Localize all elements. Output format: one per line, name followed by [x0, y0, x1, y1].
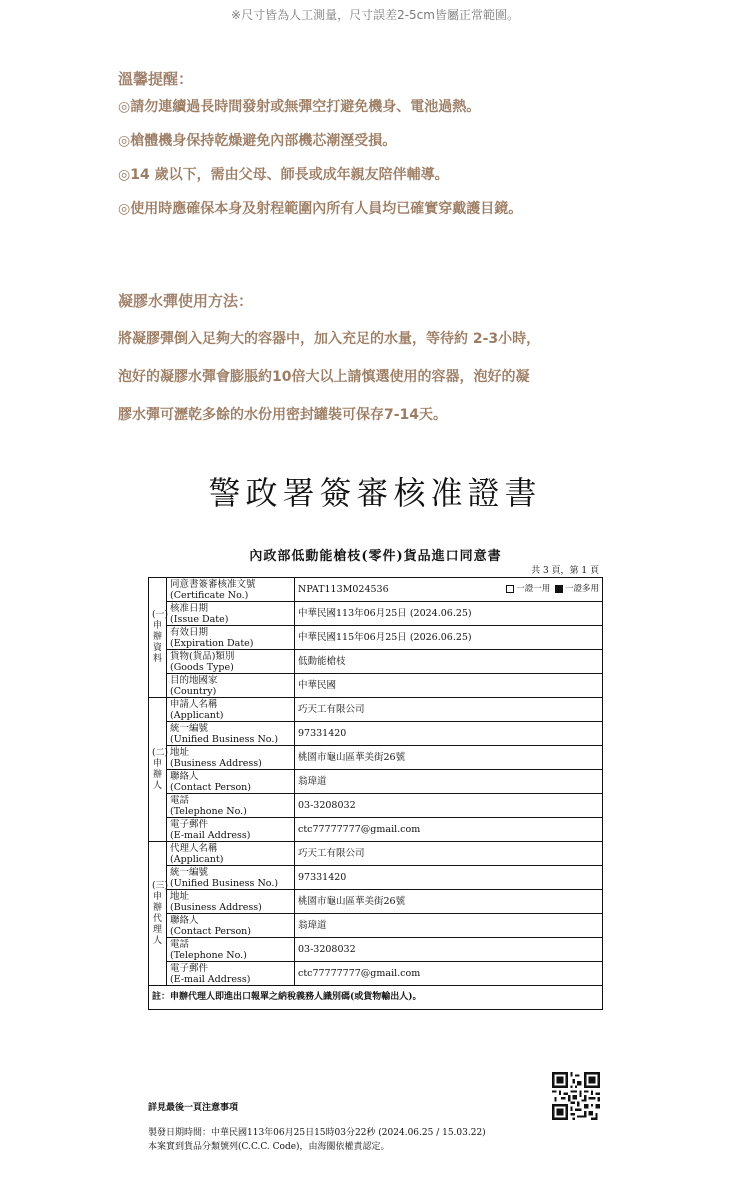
- reminder-line: ◎請勿連續過長時間發射或無彈空打避免機身、電池過熱。: [118, 99, 481, 115]
- field-label: 同意書簽審核准文號 (Certificate No.): [167, 578, 295, 602]
- field-label: 貨物(貨品)類別 (Goods Type): [167, 650, 295, 674]
- ccc-code-note: 本案實到貨品分類號列(C.C.C. Code)，由海關依權責認定。: [148, 1142, 390, 1152]
- usage-type: 一證一用 一證多用: [504, 584, 599, 595]
- field-label: 電子郵件 (E-mail Address): [167, 818, 295, 842]
- applicant-contact: 翁瑋道: [295, 770, 603, 794]
- usage-line: 膠水彈可瀝乾多餘的水份用密封罐裝可保存7-14天。: [118, 407, 448, 423]
- reminder-line: ◎使用時應確保本身及射程範圍內所有人員均已確實穿戴護目鏡。: [118, 201, 523, 217]
- table-row: [149, 986, 603, 1010]
- field-label: 申請人名稱 (Applicant): [167, 698, 295, 722]
- section-3-label: (三)申辦代理人: [149, 842, 167, 986]
- field-label: 地址 (Business Address): [167, 890, 295, 914]
- warm-reminder-title: 溫馨提醒：: [118, 70, 194, 88]
- agent-note: 註：申辦代理人即進出口報單之納稅義務人識別碼(或貨物輸出人)。: [149, 986, 603, 1010]
- field-label: 統一編號 (Unified Business No.): [167, 866, 295, 890]
- issue-date: 中華民國113年06月25日 (2024.06.25): [295, 602, 603, 626]
- table-row: [149, 578, 603, 602]
- document-title: 內政部低動能槍枝(零件)貨品進口同意書: [249, 549, 502, 564]
- table-row: [149, 674, 603, 698]
- table-row: [149, 698, 603, 722]
- field-label: 代理人名稱 (Applicant): [167, 842, 295, 866]
- field-label: 核准日期 (Issue Date): [167, 602, 295, 626]
- import-permit-document: [148, 545, 603, 1010]
- agent-telephone: 03-3208032: [295, 938, 603, 962]
- table-row: [149, 890, 603, 914]
- size-disclaimer: ※尺寸皆為人工測量，尺寸誤差2-5cm皆屬正常範圍。: [231, 8, 519, 22]
- field-label: 有效日期 (Expiration Date): [167, 626, 295, 650]
- field-value: [295, 578, 603, 602]
- field-label: 目的地國家 (Country): [167, 674, 295, 698]
- checkbox-empty-icon: [506, 585, 514, 593]
- checkbox-filled-icon: [555, 585, 563, 593]
- usage-title: 凝膠水彈使用方法：: [118, 292, 254, 310]
- see-last-page-note: 詳見最後一頁注意事項: [148, 1103, 239, 1113]
- table-row: [149, 722, 603, 746]
- field-label: 電話 (Telephone No.): [167, 794, 295, 818]
- certificate-number: NPAT113M024536: [298, 584, 389, 595]
- reminder-line: ◎槍體機身保持乾燥避免內部機芯潮溼受損。: [118, 133, 397, 149]
- applicant-ubn: 97331420: [295, 722, 603, 746]
- section-1-label: (一)申辦資料: [149, 578, 167, 698]
- table-row: [149, 866, 603, 890]
- certificate-heading: 警政署簽審核准證書: [208, 474, 542, 512]
- table-row: [149, 650, 603, 674]
- field-label: 聯絡人 (Contact Person): [167, 770, 295, 794]
- usage-line: 將凝膠彈倒入足夠大的容器中，加入充足的水量，等待約 2-3小時，: [118, 331, 541, 347]
- gel-ball-usage-section: [118, 290, 738, 434]
- table-row: [149, 794, 603, 818]
- field-label: 電話 (Telephone No.): [167, 938, 295, 962]
- table-row: [149, 962, 603, 986]
- usage-line: 泡好的凝膠水彈會膨脹約10倍大以上請慎選使用的容器，泡好的凝: [118, 369, 530, 385]
- issued-datetime: 製發日期時間：中華民國113年06月25日15時03分22秒 (2024.06.25 / 15.03.22): [148, 1128, 486, 1138]
- table-row: [149, 938, 603, 962]
- section-2-label: (二)申辦人: [149, 698, 167, 842]
- applicant-address: 桃園市龜山區華美街26號: [295, 746, 603, 770]
- agent-address: 桃園市龜山區華美街26號: [295, 890, 603, 914]
- field-label: 聯絡人 (Contact Person): [167, 914, 295, 938]
- warm-reminder-section: [118, 68, 718, 226]
- page-count: 共 3 頁，第 1 頁: [531, 566, 599, 576]
- table-row: [149, 626, 603, 650]
- country: 中華民國: [295, 674, 603, 698]
- table-row: [149, 770, 603, 794]
- table-row: [149, 746, 603, 770]
- table-row: [149, 842, 603, 866]
- reminder-line: ◎14 歲以下，需由父母、師長或成年親友陪伴輔導。: [118, 167, 449, 183]
- permit-table: [148, 577, 603, 1010]
- field-label: 電子郵件 (E-mail Address): [167, 962, 295, 986]
- table-row: [149, 602, 603, 626]
- table-row: [149, 914, 603, 938]
- qr-code-icon: [552, 1072, 600, 1120]
- applicant-name: 巧天工有限公司: [295, 698, 603, 722]
- applicant-telephone: 03-3208032: [295, 794, 603, 818]
- agent-contact: 翁瑋道: [295, 914, 603, 938]
- expiration-date: 中華民國115年06月25日 (2026.06.25): [295, 626, 603, 650]
- field-label: 統一編號 (Unified Business No.): [167, 722, 295, 746]
- agent-name: 巧天工有限公司: [295, 842, 603, 866]
- table-row: [149, 818, 603, 842]
- field-label: 地址 (Business Address): [167, 746, 295, 770]
- agent-email: ctc77777777@gmail.com: [295, 962, 603, 986]
- applicant-email: ctc77777777@gmail.com: [295, 818, 603, 842]
- goods-type: 低動能槍枝: [295, 650, 603, 674]
- agent-ubn: 97331420: [295, 866, 603, 890]
